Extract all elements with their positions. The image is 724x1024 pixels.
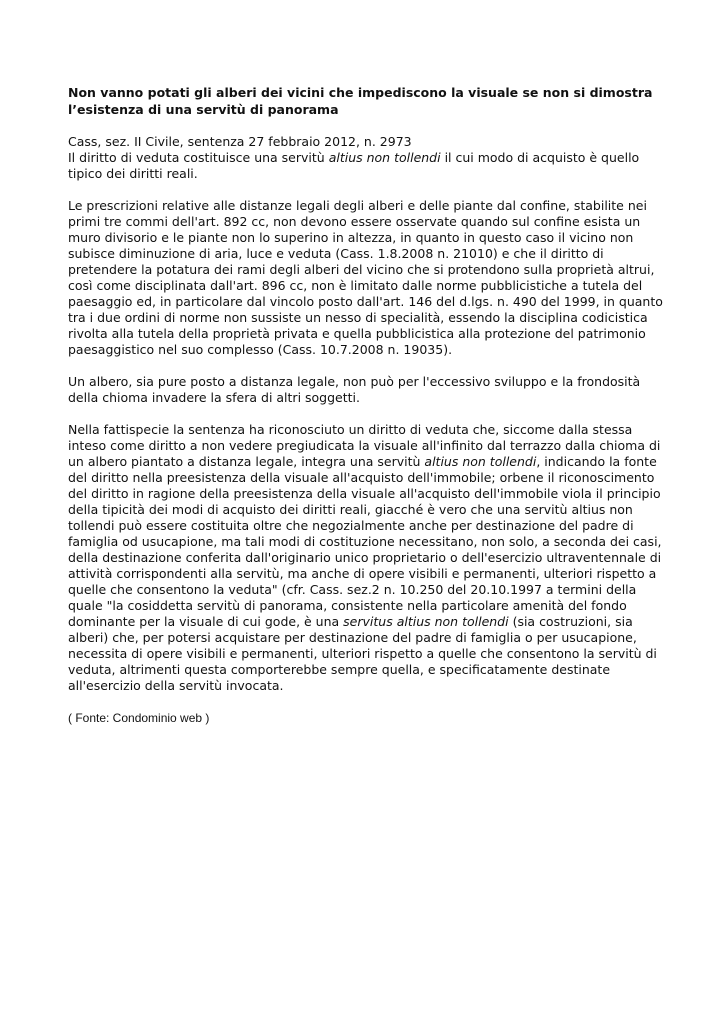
title-line: l’esistenza di una servitù di panorama (68, 102, 339, 117)
paragraph-line: tra i due ordini di norme non sussiste un nesso di specialità, essendo la disciplina codicistica (68, 310, 648, 325)
text-run: , indicando la fonte (536, 454, 657, 469)
paragraph-line: Le prescrizioni relative alle distanze legali degli alberi e delle piante dal confine, stabilite nei (68, 198, 647, 213)
paragraph-line: famiglia od usucapione, ma tali modi di costituzione necessitano, non solo, a seconda dei casi, (68, 534, 662, 549)
article-title (68, 84, 664, 118)
paragraph-line: Nella fattispecie la sentenza ha riconosciuto un diritto di veduta che, siccome dalla stessa (68, 422, 633, 437)
paragraph-line: primi tre commi dell'art. 892 cc, non devono essere osservate quando sul confine esista un (68, 214, 641, 229)
paragraph-line: muro divisorio e le piante non lo superino in altezza, in quanto in questo caso il vicino non (68, 230, 634, 245)
paragraph-line: quelle che consentono la veduta" (cfr. Cass. sez.2 n. 10.250 del 20.10.1997 a termini della (68, 582, 637, 597)
paragraph-line: Un albero, sia pure posto a distanza legale, non può per l'eccessivo sviluppo e la frondosità (68, 374, 641, 389)
source-note: ( Fonte: Condominio web ) (68, 711, 210, 725)
italic-term: altius non tollendi (328, 150, 441, 165)
paragraph-line: necessita di opere visibili e permanenti, ulteriori rispetto a quelle che consentono la servitù di (68, 646, 657, 661)
paragraph-line: attività corrispondenti alla servitù, ma anche di opere visibili e permanenti, ulteriori rispetto a (68, 566, 657, 581)
paragraph-line: inteso come diritto a non vedere pregiudicata la visuale all'infinito dal terrazzo dalla chioma di (68, 438, 661, 453)
paragraph-line: pretendere la potatura dei rami degli alberi del vicino che si protendono sulla proprietà altrui, (68, 262, 655, 277)
paragraph-line: all'esercizio della servitù invocata. (68, 678, 284, 693)
paragraph-line: paesaggio ed, in particolare dal vincolo posto dall'art. 146 del d.lgs. n. 490 del 1999, in quanto (68, 294, 663, 309)
paragraph-line: della tipicità dei modi di acquisto dei diritti reali, giacché è vero che una servitù altius non (68, 502, 633, 517)
paragraph-line: tollendi può essere costituita oltre che negozialmente anche per destinazione del padre di (68, 518, 634, 533)
paragraph-line: così come disciplinata dall'art. 896 cc, non è limitato dalle norme pubblicistiche a tutela del (68, 278, 643, 293)
paragraph-line: veduta, altrimenti questa comporterebbe sempre quella, e specificatamente destinate (68, 662, 611, 677)
text-run: Il diritto di veduta costituisce una servitù (68, 150, 329, 165)
paragraph-line: del diritto in ragione della preesistenza della visuale all'acquisto dell'immobile viola il principio (68, 486, 661, 501)
intro-line: tipico dei diritti reali. (68, 166, 198, 181)
intro-line (68, 150, 664, 166)
paragraph-line: alberi) che, per potersi acquistare per destinazione del padre di famiglia o per usucapione, (68, 630, 637, 645)
italic-term: altius non tollendi (424, 454, 537, 469)
text-run: il cui modo di acquisto è quello (440, 150, 640, 165)
italic-term: servitus altius non tollendi (343, 614, 509, 629)
paragraph-line: paesaggistico nel suo complesso (Cass. 10.7.2008 n. 19035). (68, 342, 453, 357)
text-run: dominante per la visuale di cui gode, è una (68, 614, 344, 629)
intro-paragraph (68, 134, 664, 182)
paragraph-line: rivolta alla tutela della proprietà privata e quella pubblicistica alla protezione del patrimonio (68, 326, 646, 341)
paragraph-case (68, 422, 664, 694)
paragraph-line: della destinazione conferita dall'originario unico proprietario o dell'esercizio ultraventennale di (68, 550, 662, 565)
paragraph-line: della chioma invadere la sfera di altri soggetti. (68, 390, 360, 405)
paragraph-line (68, 454, 664, 470)
paragraph-line (68, 614, 664, 630)
paragraph-line: subisce diminuzione di aria, luce e veduta (Cass. 1.8.2008 n. 21010) e che il diritto di (68, 246, 604, 261)
paragraph-line: del diritto nella preesistenza della visuale all'acquisto dell'immobile; orbene il riconoscimento (68, 470, 655, 485)
paragraph-line: quale "la cosiddetta servitù di panorama, consistente nella particolare amenità del fondo (68, 598, 627, 613)
document-body (68, 84, 664, 726)
text-run: (sia costruzioni, sia (508, 614, 633, 629)
citation-line: Cass, sez. II Civile, sentenza 27 febbraio 2012, n. 2973 (68, 134, 412, 149)
title-line: Non vanno potati gli alberi dei vicini che impediscono la visuale se non si dimostra (68, 85, 653, 100)
text-run: un albero piantato a distanza legale, integra una servitù (68, 454, 425, 469)
paragraph-distances (68, 198, 664, 358)
paragraph-tree (68, 374, 664, 406)
